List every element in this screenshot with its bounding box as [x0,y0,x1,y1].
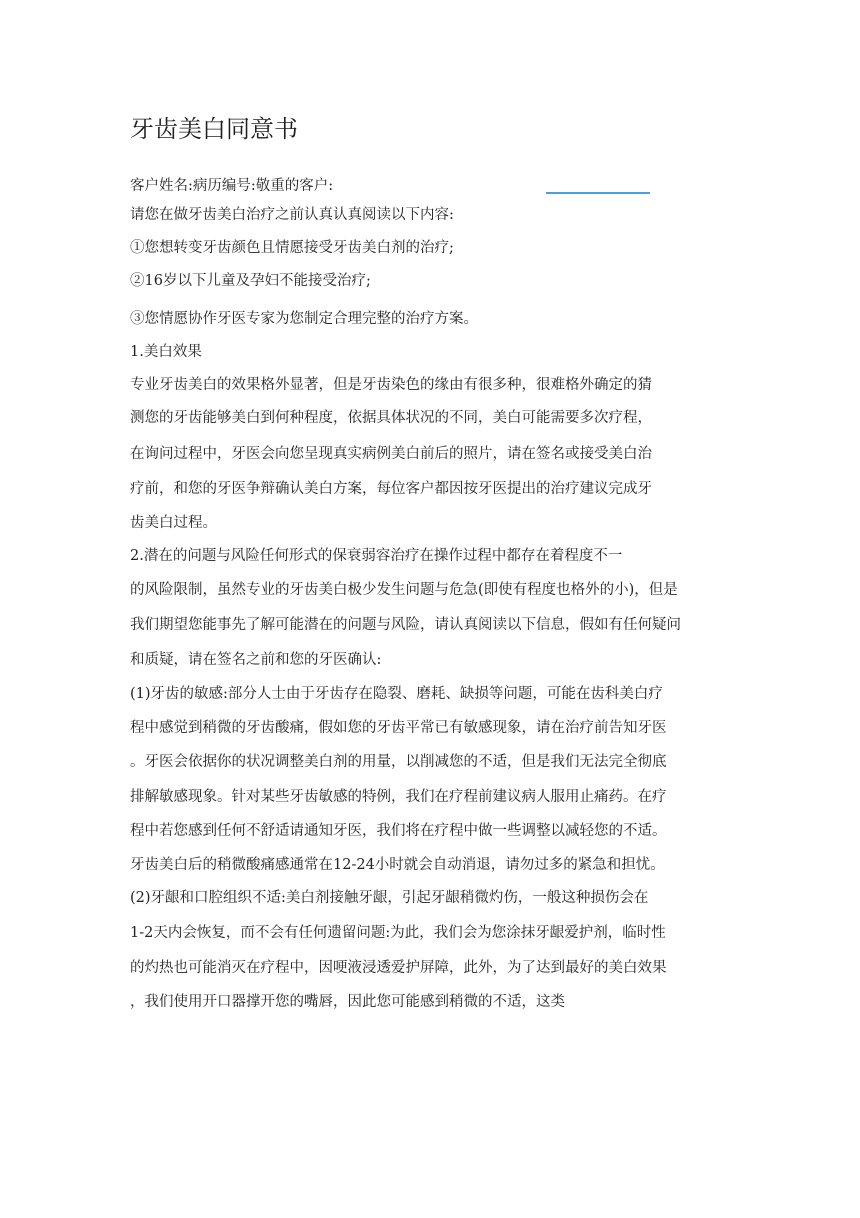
text-line: 专业牙齿美白的效果格外显著，但是牙齿染色的缘由有很多种，很难格外确定的猜 [130,377,652,393]
text-line: (1)牙齿的敏感:部分人士由于牙齿存在隐裂、磨耗、缺损等问题，可能在齿科美白疗 [130,686,663,702]
text-line: 。牙医会依据你的状况调整美白剂的用量，以削减您的不适，但是我们无法完全彻底 [130,754,667,770]
text-line: 的风险限制，虽然专业的牙齿美白极少发生问题与危急(即使有程度也格外的小)，但是 [130,582,678,598]
text-line: 和质疑，请在签名之前和您的牙医确认: [130,652,382,668]
text-line: 程中感觉到稍微的牙齿酸痛，假如您的牙齿平常已有敏感现象，请在治疗前告知牙医 [130,720,667,736]
text-line: 程中若您感到任何不舒适请通知牙医，我们将在疗程中做一些调整以减轻您的不适。 [130,823,667,839]
text-line: 排解敏感现象。针对某些牙齿敏感的特例，我们在疗程前建议病人服用止痛药。在疗 [130,789,667,805]
text-line: 齿美白过程。 [130,515,217,531]
section-heading: 2.潜在的问题与风险任何形式的保衰弱容治疗在操作过程中都存在着程度不一 [130,548,623,564]
text-line: 疗前，和您的牙医争辩确认美白方案，每位客户都因按牙医提出的治疗建议完成牙 [130,481,652,497]
text-line: 请您在做牙齿美白治疗之前认真认真阅读以下内容: [130,207,454,223]
text-line: 1-2天内会恢复，而不会有任何遗留问题:为此，我们会为您涂抹牙龈爱护剂，临时性 [130,925,666,941]
text-line: ，我们使用开口器撑开您的嘴唇，因此您可能感到稍微的不适，这类 [130,994,565,1010]
text-line: (2)牙龈和口腔组织不适:美白剂接触牙龈，引起牙龈稍微灼伤，一般这种损伤会在 [130,890,649,906]
text-line: ②16岁以下儿童及孕妇不能接受治疗; [130,273,371,289]
text-line: 的灼热也可能消灭在疗程中，因哽液浸透爱护屏障，此外，为了达到最好的美白效果 [130,960,667,976]
signature-blank-line [546,192,650,194]
text-line: ③您情愿协作牙医专家为您制定合理完整的治疗方案。 [130,311,478,327]
text-line: ①您想转变牙齿颜色且情愿接受牙齿美白剂的治疗; [130,240,454,256]
document-title: 牙齿美白同意书 [130,115,298,143]
text-line: 牙齿美白后的稍微酸痛感通常在12-24小时就会自动消退，请勿过多的紧急和担忧。 [130,857,665,873]
text-line: 客户姓名:病历编号:敬重的客户: [130,178,334,194]
text-line: 我们期望您能事先了解可能潜在的问题与风险，请认真阅读以下信息，假如有任何疑问 [130,617,681,633]
text-line: 在询问过程中，牙医会向您呈现真实病例美白前后的照片，请在签名或接受美白治 [130,446,652,462]
section-heading: 1.美白效果 [130,344,202,360]
text-line: 测您的牙齿能够美白到何种程度，依据具体状况的不同，美白可能需要多次疗程， [130,410,652,426]
